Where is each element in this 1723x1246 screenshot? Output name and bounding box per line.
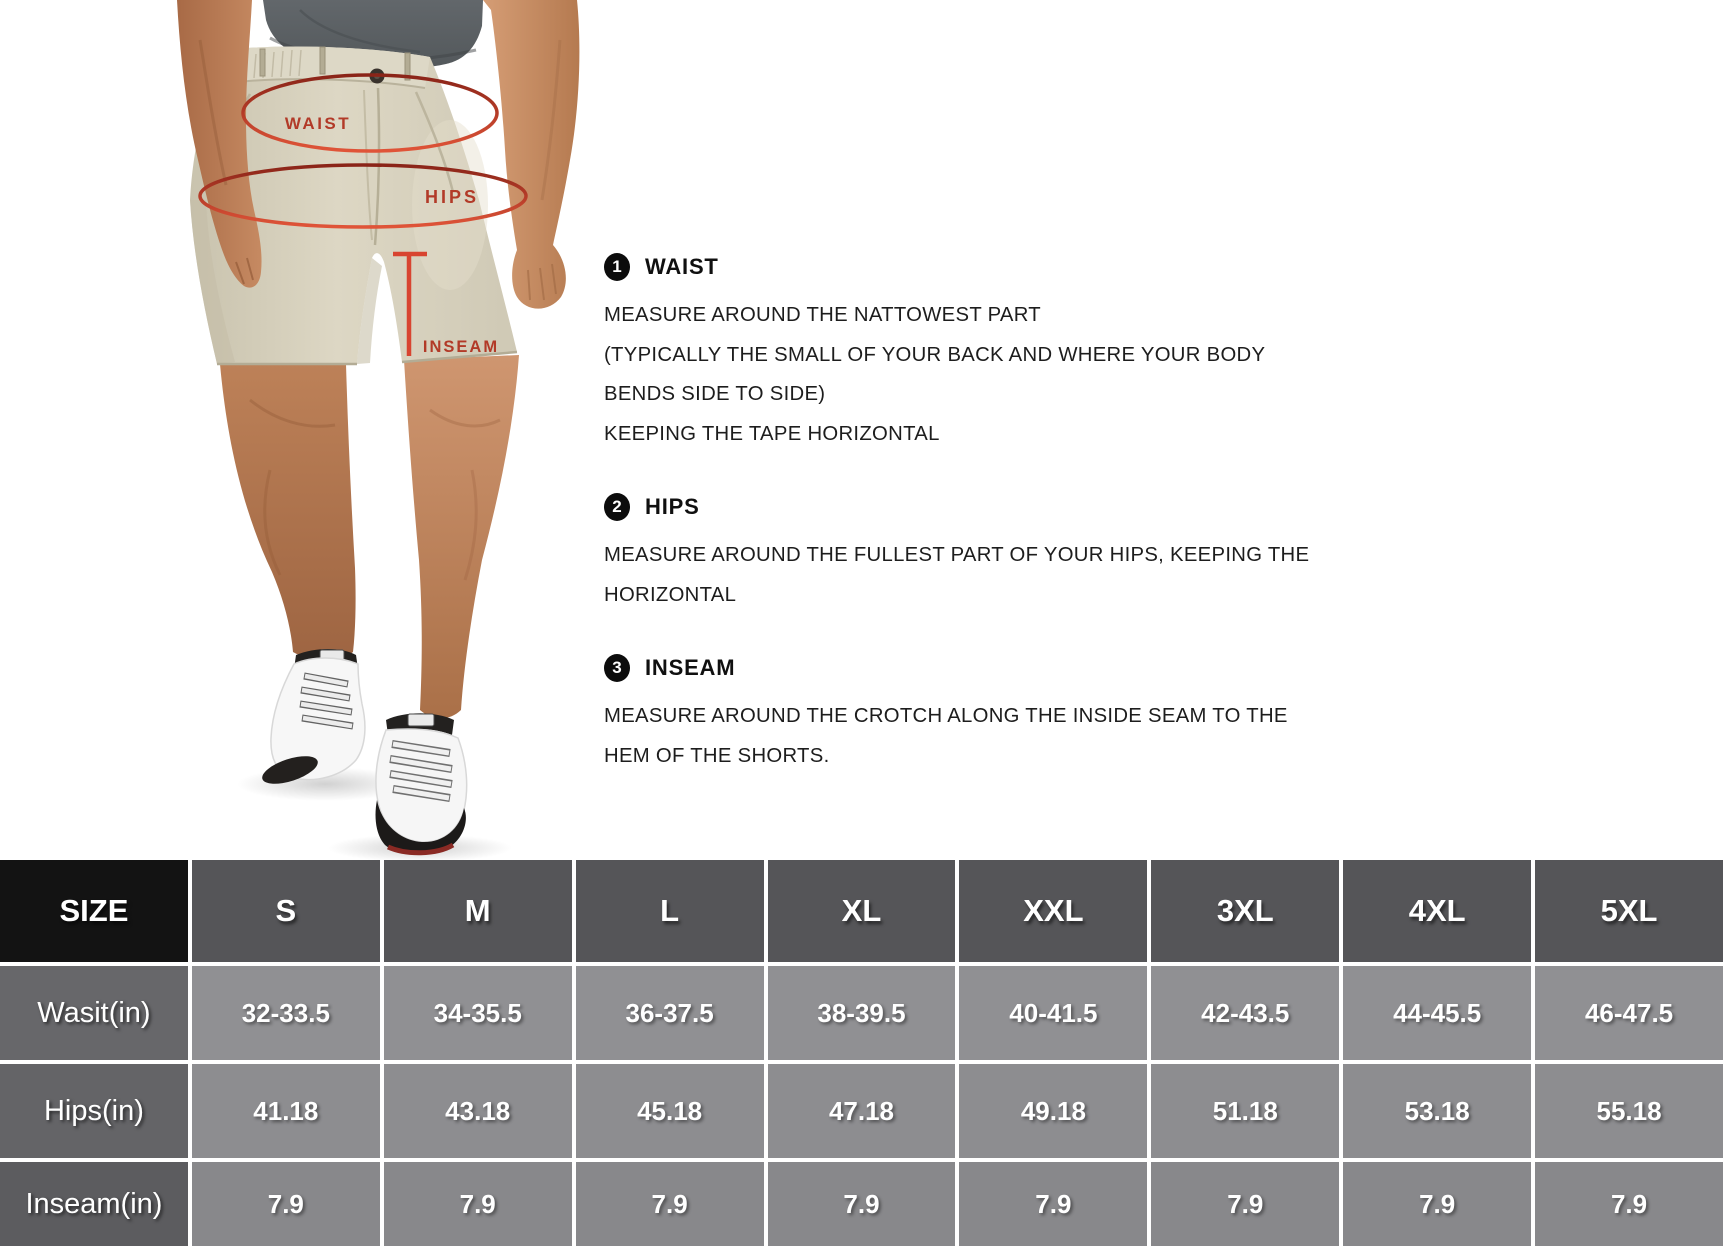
- instruction-hips-title-row: [604, 492, 1444, 522]
- measuring-instructions: [604, 252, 1444, 814]
- instruction-line: BENDS SIDE TO SIDE): [604, 383, 826, 405]
- right-shoe: [376, 713, 467, 854]
- right-arm: [483, 0, 579, 309]
- model-photo: [120, 0, 600, 860]
- step-2-badge: 2: [604, 493, 630, 521]
- size-value-cell: 7.9: [1151, 1162, 1339, 1246]
- size-value-cell: 7.9: [384, 1162, 572, 1246]
- size-column-header: M: [384, 860, 572, 962]
- instruction-waist-body: [604, 296, 1444, 454]
- size-value-cell: 46-47.5: [1535, 966, 1723, 1060]
- size-value-cell: 7.9: [768, 1162, 956, 1246]
- right-leg: [404, 355, 519, 718]
- instruction-line: MEASURE AROUND THE CROTCH ALONG THE INSIDE SEAM TO THE: [604, 705, 1288, 727]
- instruction-inseam-body: [604, 697, 1444, 776]
- step-3-badge: 3: [604, 654, 630, 682]
- size-value-cell: 40-41.5: [959, 966, 1147, 1060]
- size-value-cell: 45.18: [576, 1064, 764, 1158]
- row-label: Hips(in): [0, 1064, 188, 1158]
- size-value-cell: 41.18: [192, 1064, 380, 1158]
- size-corner-header: SIZE: [0, 860, 188, 962]
- instruction-inseam: [604, 653, 1444, 776]
- size-value-cell: 51.18: [1151, 1064, 1339, 1158]
- waist-annotation-label: WAIST: [284, 114, 352, 133]
- inseam-annotation-label: INSEAM: [422, 338, 500, 356]
- size-value-cell: 38-39.5: [768, 966, 956, 1060]
- size-value-cell: 44-45.5: [1343, 966, 1531, 1060]
- size-value-cell: 7.9: [1343, 1162, 1531, 1246]
- size-value-cell: 49.18: [959, 1064, 1147, 1158]
- size-column-header: 5XL: [1535, 860, 1723, 962]
- size-value-cell: 7.9: [192, 1162, 380, 1246]
- left-leg: [220, 364, 356, 659]
- size-column-header: S: [192, 860, 380, 962]
- instruction-waist: [604, 252, 1444, 454]
- size-value-cell: 47.18: [768, 1064, 956, 1158]
- size-column-header: XL: [768, 860, 956, 962]
- size-column-header: XXL: [959, 860, 1147, 962]
- instruction-hips-title: HIPS: [645, 494, 700, 519]
- size-column-header: L: [576, 860, 764, 962]
- size-value-cell: 36-37.5: [576, 966, 764, 1060]
- instruction-line: MEASURE AROUND THE NATTOWEST PART: [604, 304, 1041, 326]
- hips-annotation-label: HIPS: [424, 187, 480, 207]
- size-value-cell: 55.18: [1535, 1064, 1723, 1158]
- size-value-cell: 53.18: [1343, 1064, 1531, 1158]
- instruction-inseam-title: INSEAM: [645, 655, 736, 680]
- instruction-line: MEASURE AROUND THE FULLEST PART OF YOUR HIPS, KEEPING THE: [604, 544, 1310, 566]
- size-value-cell: 7.9: [959, 1162, 1147, 1246]
- instruction-inseam-title-row: [604, 653, 1444, 683]
- instruction-line: HORIZONTAL: [604, 583, 737, 606]
- size-column-header: 3XL: [1151, 860, 1339, 962]
- size-table: [0, 860, 1723, 1246]
- size-column-header: 4XL: [1343, 860, 1531, 962]
- instruction-hips-body: [604, 536, 1444, 615]
- row-label: Inseam(in): [0, 1162, 188, 1246]
- size-value-cell: 32-33.5: [192, 966, 380, 1060]
- size-value-cell: 7.9: [576, 1162, 764, 1246]
- size-value-cell: 34-35.5: [384, 966, 572, 1060]
- size-value-cell: 42-43.5: [1151, 966, 1339, 1060]
- instruction-waist-title: WAIST: [645, 254, 719, 279]
- instruction-hips: [604, 492, 1444, 615]
- instruction-line: (TYPICALLY THE SMALL OF YOUR BACK AND WHERE YOUR BODY: [604, 343, 1266, 366]
- instruction-line: HEM OF THE SHORTS.: [604, 744, 830, 767]
- size-value-cell: 43.18: [384, 1064, 572, 1158]
- step-1-badge: 1: [604, 253, 630, 281]
- row-label: Wasit(in): [0, 966, 188, 1060]
- instruction-waist-title-row: [604, 252, 1444, 282]
- size-value-cell: 7.9: [1535, 1162, 1723, 1246]
- instruction-line: KEEPING THE TAPE HORIZONTAL: [604, 422, 940, 445]
